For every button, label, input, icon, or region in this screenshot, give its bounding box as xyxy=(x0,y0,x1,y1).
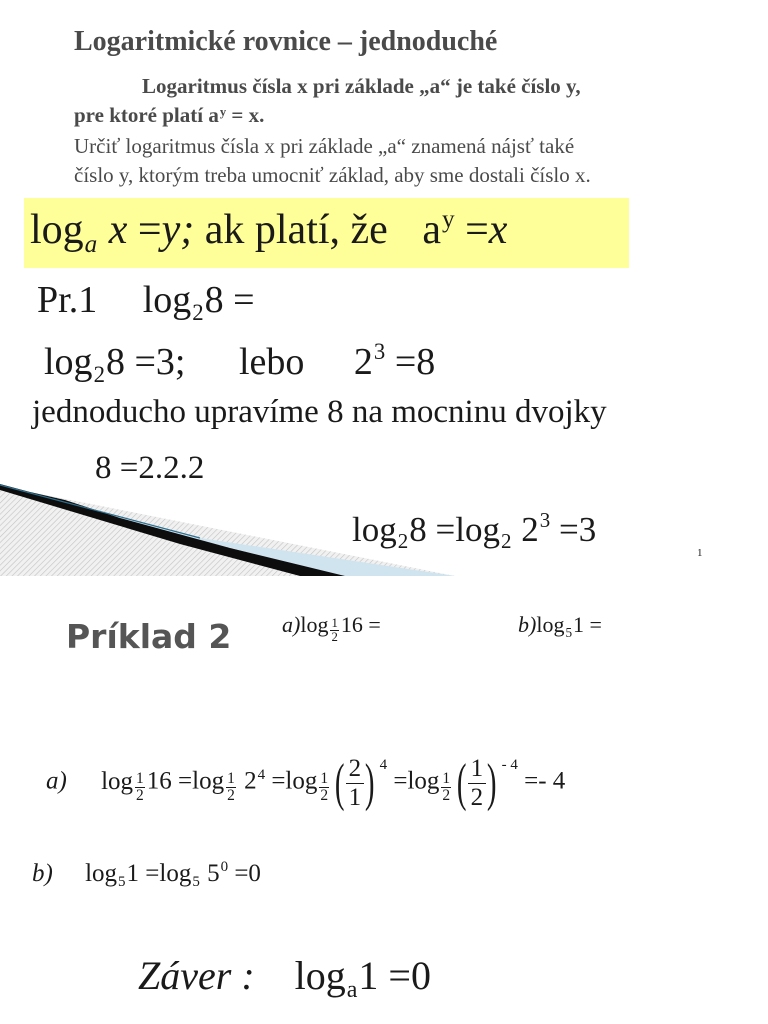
conclusion-log: log xyxy=(294,953,346,998)
solution-a: a) log $\frac{1}{2}$ 16 =log $\frac{1}{2}$ $2^4 =\log$ $\frac{1}{2}$ ( $\frac{2}{1}$ ) $^4$ =log $\frac{1}{2}$ ( $\frac{1}{2}$ ) $^{- 4}$ =- 4 xyxy=(46,753,566,812)
formula-eq-2: = xyxy=(465,207,489,253)
part-b-arg: 1 xyxy=(573,612,585,637)
example-2-part-b xyxy=(518,612,602,638)
sol-a-frac2-exp: - 4 xyxy=(501,757,518,774)
sol-a-eq-log-3: =log xyxy=(393,767,440,795)
solution-b xyxy=(32,859,261,891)
definition-line-2-suffix: = x. xyxy=(226,103,265,127)
sol-a-eq-log-1: =log xyxy=(178,767,225,795)
step-text: jednoducho upravíme 8 na mocninu dvojky xyxy=(32,394,607,430)
formula-base: a xyxy=(84,230,98,258)
part-a-base-den: 2 xyxy=(331,630,338,645)
part-a-base-num: 1 xyxy=(331,615,338,630)
sol-a-base-4-num: 1 xyxy=(442,769,451,787)
example-1-log: log xyxy=(142,279,192,321)
final-result: =3 xyxy=(558,510,597,549)
example-1-result xyxy=(44,339,436,387)
result-base: 2 xyxy=(93,361,105,387)
formula-y: y; xyxy=(161,207,195,253)
result-power-exp: 3 xyxy=(373,339,386,365)
conclusion xyxy=(138,952,431,1004)
sol-a-frac2-den: 2 xyxy=(470,783,484,811)
slide-title: Logaritmické rovnice – jednoduché xyxy=(74,26,498,57)
example-2-part-a xyxy=(282,612,381,645)
sol-a-frac2-num: 1 xyxy=(468,755,487,784)
sol-b-result: =0 xyxy=(234,860,261,887)
final-power-base: 2 xyxy=(521,510,539,549)
definition-line-2-prefix: pre ktoré platí a xyxy=(74,103,219,127)
formula-eq: = xyxy=(137,207,162,253)
sol-a-base-2-num: 1 xyxy=(227,769,235,787)
definition-text xyxy=(74,72,714,133)
sol-a-power-base: 2 xyxy=(244,767,257,795)
example-2-heading: Príklad 2 xyxy=(66,617,232,656)
step-expansion: 8 =2.2.2 xyxy=(95,450,205,486)
definition-line-2 xyxy=(74,101,714,133)
final-power-exp: 3 xyxy=(539,508,551,533)
sol-a-fraction-2 xyxy=(468,755,487,811)
sol-a-eq-log-2: =log xyxy=(271,767,318,795)
sol-a-base-1 xyxy=(135,771,145,805)
sol-b-log: log xyxy=(85,860,118,887)
final-log-1: log xyxy=(352,510,397,549)
example-1-arg: 8 xyxy=(204,279,224,321)
sol-b-label: b) xyxy=(32,860,53,887)
sol-b-base-2: 5 xyxy=(192,874,200,891)
example-1-eq: = xyxy=(233,279,255,321)
conclusion-arg: 1 xyxy=(358,953,379,998)
sol-a-base-1-den: 2 xyxy=(136,787,144,805)
final-arg-1: 8 xyxy=(409,510,427,549)
part-b-eq: = xyxy=(589,612,602,637)
part-a-label: a) xyxy=(282,612,301,637)
conclusion-label: Záver : xyxy=(138,953,255,998)
formula-log: log xyxy=(30,207,84,253)
part-a-eq: = xyxy=(368,612,381,637)
sol-a-frac1-den: 1 xyxy=(348,783,362,811)
sol-a-label: a) xyxy=(46,767,67,795)
part-a-arg: 16 xyxy=(340,612,363,637)
part-b-log: log xyxy=(536,612,565,637)
sol-a-base-3 xyxy=(319,771,329,805)
sol-a-base-3-den: 2 xyxy=(320,787,329,805)
page-number: 1 xyxy=(697,547,703,559)
sol-a-base-3-num: 1 xyxy=(320,769,329,787)
result-arg: 8 xyxy=(105,341,125,383)
explanation-text xyxy=(74,132,714,190)
example-1-label: Pr.1 xyxy=(37,279,98,321)
sol-a-result: =- 4 xyxy=(524,767,566,795)
conclusion-base: a xyxy=(346,977,358,1004)
example-1 xyxy=(37,278,255,325)
sol-a-base-1-num: 1 xyxy=(136,769,144,787)
part-a-log: log xyxy=(300,612,329,637)
sol-a-base-4-den: 2 xyxy=(442,787,451,805)
result-value: =3; xyxy=(134,341,186,383)
example-1-base: 2 xyxy=(192,299,204,325)
sol-a-base-2-den: 2 xyxy=(227,787,235,805)
definition-line-1: Logaritmus čísla x pri základe „a“ je také číslo y, xyxy=(142,74,581,98)
result-power-base: 2 xyxy=(353,341,373,383)
final-equation xyxy=(352,508,597,554)
result-connector: lebo xyxy=(238,341,305,383)
formula-exp: y xyxy=(441,205,455,233)
sol-a-power-exp: 4 xyxy=(257,766,266,783)
definition-exponent: y xyxy=(219,104,227,119)
formula-a: a xyxy=(422,207,441,253)
formula-x: x xyxy=(108,207,128,253)
sol-b-eq-log: =log xyxy=(145,860,192,887)
explanation-line-1: Určiť logaritmus čísla x pri základe „a“ znamená nájsť také xyxy=(74,134,575,158)
formula-rhs: x xyxy=(488,207,508,253)
part-a-base xyxy=(330,617,338,645)
explanation-line-2: číslo y, ktorým treba umocniť základ, aby sme dostali číslo x. xyxy=(74,163,591,187)
sol-a-base-4 xyxy=(441,771,451,805)
final-eq-log: =log xyxy=(435,510,500,549)
sol-a-base-2 xyxy=(226,771,236,805)
final-base-2: 2 xyxy=(500,529,512,554)
result-log: log xyxy=(44,341,93,383)
sol-b-base: 5 xyxy=(118,874,126,891)
sol-b-power-base: 5 xyxy=(207,860,220,887)
definition-formula xyxy=(30,205,508,258)
final-base-1: 2 xyxy=(397,529,409,554)
sol-a-frac1-num: 2 xyxy=(346,755,365,784)
sol-b-power-exp: 0 xyxy=(220,859,229,876)
sol-b-arg: 1 xyxy=(126,860,140,887)
sol-a-fraction-1 xyxy=(346,755,365,811)
sol-a-frac1-exp: 4 xyxy=(379,757,388,774)
sol-a-arg: 16 xyxy=(146,767,172,795)
part-b-label: b) xyxy=(518,612,537,637)
conclusion-result: =0 xyxy=(388,953,431,998)
formula-condition: ak platí, že xyxy=(204,207,388,253)
sol-a-log: log xyxy=(101,767,134,795)
result-rhs: =8 xyxy=(394,341,436,383)
part-b-base: 5 xyxy=(565,624,573,640)
